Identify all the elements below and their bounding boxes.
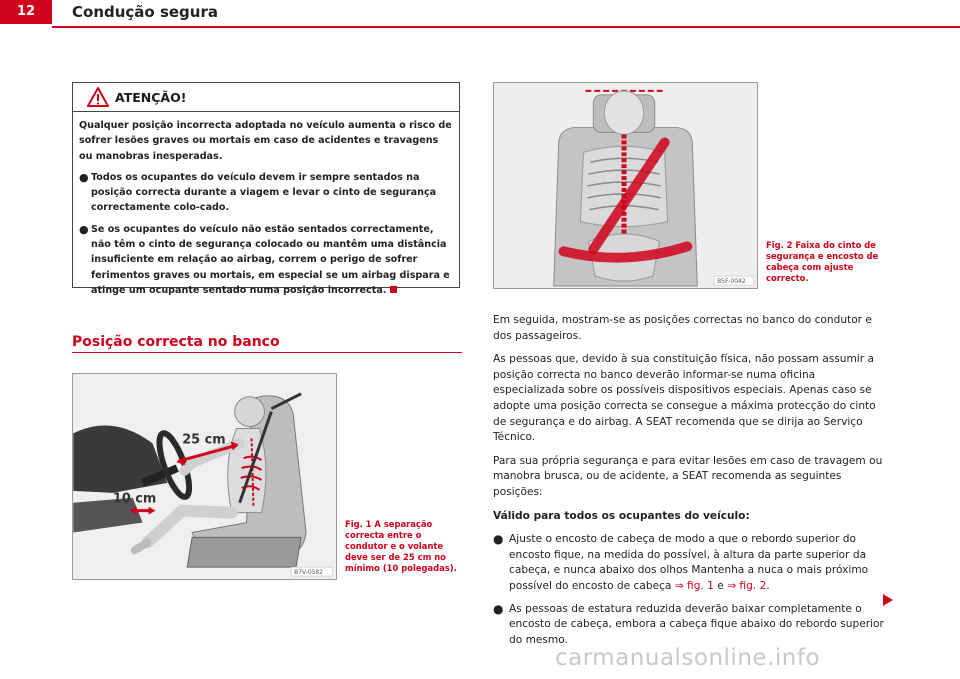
subheading: Válido para todos os ocupantes do veículo:: [493, 509, 750, 522]
conjunction: e: [717, 579, 724, 592]
bullet-end: .: [766, 579, 770, 592]
warning-intro: Qualquer posição incorrecta adoptada no veículo aumenta o risco de sofrer lesões graves ou mortais em caso de acidentes e travagens ou manobras inesperadas.: [79, 120, 452, 162]
warning-bullet: [79, 222, 453, 298]
body-text-column: [493, 313, 888, 655]
warning-triangle-icon: [87, 87, 109, 107]
warning-title: ATENÇÃO!: [115, 89, 187, 105]
end-mark-icon: [390, 286, 397, 293]
label-10cm: 10 cm: [112, 491, 157, 507]
watermark: carmanualsonline.info: [555, 645, 821, 671]
section-title: Posição correcta no banco: [72, 334, 280, 350]
fig-1-link[interactable]: ⇒ fig. 1: [674, 579, 714, 592]
paragraph-1: Em seguida, mostram-se as posições correctas no banco do condutor e dos passageiros.: [493, 314, 872, 342]
figure-1-caption: Fig. 1 A separação correcta entre o condutor e o volante deve ser de 25 cm no mínimo (10 polegadas).: [345, 519, 457, 573]
paragraph-3: Para sua própria segurança e para evitar lesões em caso de travagem ou manobra brusca, ou de acidente, a SEAT recomenda as seguintes posições:: [493, 454, 883, 498]
warning-bullet-text: Se os ocupantes do veículo não estão sentados correctamente, não têm o cinto de segurança colocado ou mantêm uma distância insuficiente em relação ao airbag, correm o perigo de sofrer ferimentos graves ou mortais, em especial se um airbag dispara e atinge um ocupante sentado numa posição incorrecta.: [91, 223, 450, 296]
body-bullet: [493, 602, 888, 649]
header-rule: [52, 26, 960, 28]
figure-1-code: B7V-0582: [294, 569, 323, 577]
warning-box: [72, 82, 460, 296]
driver-seat-illustration: [73, 374, 336, 579]
body-bullet-text: As pessoas de estatura reduzida deverão baixar completamente o encosto de cabeça, embora a cabeça fique abaixo do rebordo superior do mesmo.: [509, 602, 884, 646]
warning-header: [73, 83, 459, 112]
bullet-icon: ●: [493, 532, 504, 547]
paragraph-2: As pessoas que, devido à sua constituição física, não possam assumir a posição correcta no banco deverão informar-se numa oficina especializada sobre os possíveis dispositivos especiais. Apenas caso se adopte uma posição correcta se consegue a máxima protecção do cinto de segurança e do airbag. A SEAT recomenda que se dirija ao Serviço Técnico.: [493, 353, 876, 444]
section-rule: [72, 352, 462, 353]
figure-2-code: B5F-0042: [717, 278, 746, 286]
warning-body: [73, 112, 459, 298]
bullet-icon: ●: [79, 222, 89, 236]
figure-2-caption: Fig. 2 Faixa do cinto de segurança e encosto de cabeça com ajuste correcto.: [766, 240, 879, 283]
bullet-icon: ●: [493, 601, 504, 616]
warning-bullet: [79, 170, 453, 216]
bullet-icon: ●: [79, 170, 89, 184]
body-bullet: [493, 532, 888, 594]
label-25cm: 25 cm: [182, 432, 226, 448]
next-page-arrow-icon[interactable]: [882, 593, 894, 607]
running-title: Condução segura: [72, 3, 218, 21]
figure-1-seating-distance: [72, 373, 337, 580]
page-number: 12: [0, 0, 52, 24]
figure-2-belt-headrest: [493, 82, 758, 289]
warning-bullet-text: Todos os ocupantes do veículo devem ir sempre sentados na posição correcta durante a viagem e levar o cinto de segurança correctamente colo-cado.: [91, 171, 437, 214]
belt-headrest-illustration: [494, 83, 757, 288]
fig-2-link[interactable]: ⇒ fig. 2: [727, 579, 767, 592]
body-bullet-text: Ajuste o encosto de cabeça de modo a que o rebordo superior do encosto fique, na medida do possível, à altura da parte superior da cabeça, e nunca abaixo dos olhos Mantenha a nuca o mais próximo possível do encosto de cabeça: [509, 533, 869, 592]
